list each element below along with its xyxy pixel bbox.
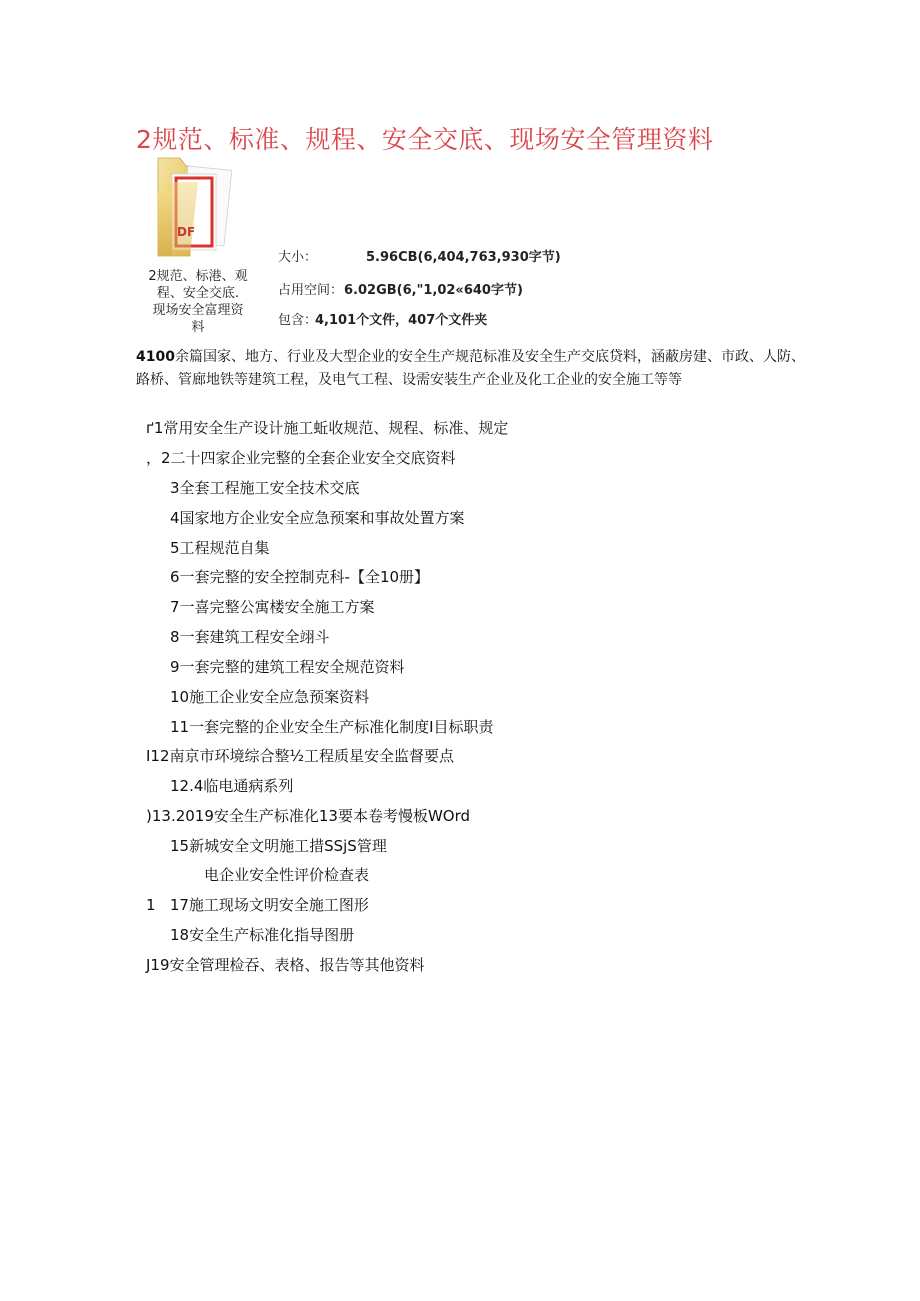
folder-caption bbox=[136, 268, 260, 336]
list-item: 1 17施工现场文明安全施工图形 bbox=[146, 896, 369, 914]
contains-row bbox=[278, 306, 518, 328]
list-item: 12.4临电通病系列 bbox=[170, 777, 294, 795]
list-item: 18安全生产标准化指导图册 bbox=[170, 926, 355, 944]
description bbox=[136, 346, 816, 392]
list-item: ґ1常用安全生产设计施工蚯收规范、规程、标准、规定 bbox=[146, 419, 509, 437]
caption-line: 现场安全富理资 bbox=[152, 303, 244, 318]
list-item: ，2二十四家企业完整的全套企业安全交底资料 bbox=[146, 449, 456, 467]
description-count: 4100 bbox=[136, 349, 175, 365]
size-label: 大小： bbox=[278, 250, 318, 265]
list-item: 7一喜完整公寓楼安全施工方案 bbox=[170, 598, 375, 616]
pdf-label: DF bbox=[177, 225, 196, 239]
occupied-value: 6.02GB(6,"1,02«640字节) bbox=[344, 283, 523, 298]
caption-line: 程、安全交底. bbox=[156, 286, 240, 301]
caption-line: 2规范、标港、观 bbox=[148, 269, 248, 284]
contains-label: 包含： bbox=[278, 313, 318, 328]
list-item: 15新城安全文明施工措SSjS管理 bbox=[170, 837, 387, 855]
list-item: 10施工企业安全应急预案资料 bbox=[170, 688, 370, 706]
list-item: 9一套完整的建筑工程安全规范资料 bbox=[170, 658, 405, 676]
caption-line: 料 bbox=[191, 320, 205, 335]
size-value: 5.96CB(6,404,763,930字节) bbox=[366, 250, 561, 265]
occupied-label: 占用空间： bbox=[278, 283, 344, 298]
description-text: 余篇国家、地方、行业及大型企业的安全生产规范标准及安全生产交底贷料，涵蔽房建、市政、人防、路桥、管廊地铁等建筑工程，及电气工程、设需安装生产企业及化工企业的安全施工等等 bbox=[136, 349, 805, 388]
list-item: 6一套完整的安全控制克科-【全10册】 bbox=[170, 568, 430, 586]
list-item: 8一套建筑工程安全翊斗 bbox=[170, 628, 330, 646]
list-item: 电企业安全性评价检查表 bbox=[204, 866, 370, 884]
list-item: 3全套工程施工安全技术交底 bbox=[170, 479, 360, 497]
contains-value: 4,101个文件，407个文件夹 bbox=[315, 313, 488, 328]
pdf-folder-icon[interactable] bbox=[150, 152, 242, 264]
list-item: )13.2019安全生产标准化13要本卷考慢板WOrd bbox=[146, 807, 471, 825]
list-item: J19安全管理检吞、表格、报告等其他资料 bbox=[146, 956, 425, 974]
list-item: 5工程规范自集 bbox=[170, 539, 270, 557]
list-item: 11一套完整的企业安全生产标准化制度I目标职责 bbox=[170, 718, 494, 736]
list-item: I12南京市环境综合整½工程质星安全监督要点 bbox=[146, 747, 455, 765]
page-title: 2规范、标准、规程、安全交底、现场安全管理资料 bbox=[136, 125, 714, 154]
list-item: 4国家地方企业安全应急预案和事故处置方案 bbox=[170, 509, 465, 527]
